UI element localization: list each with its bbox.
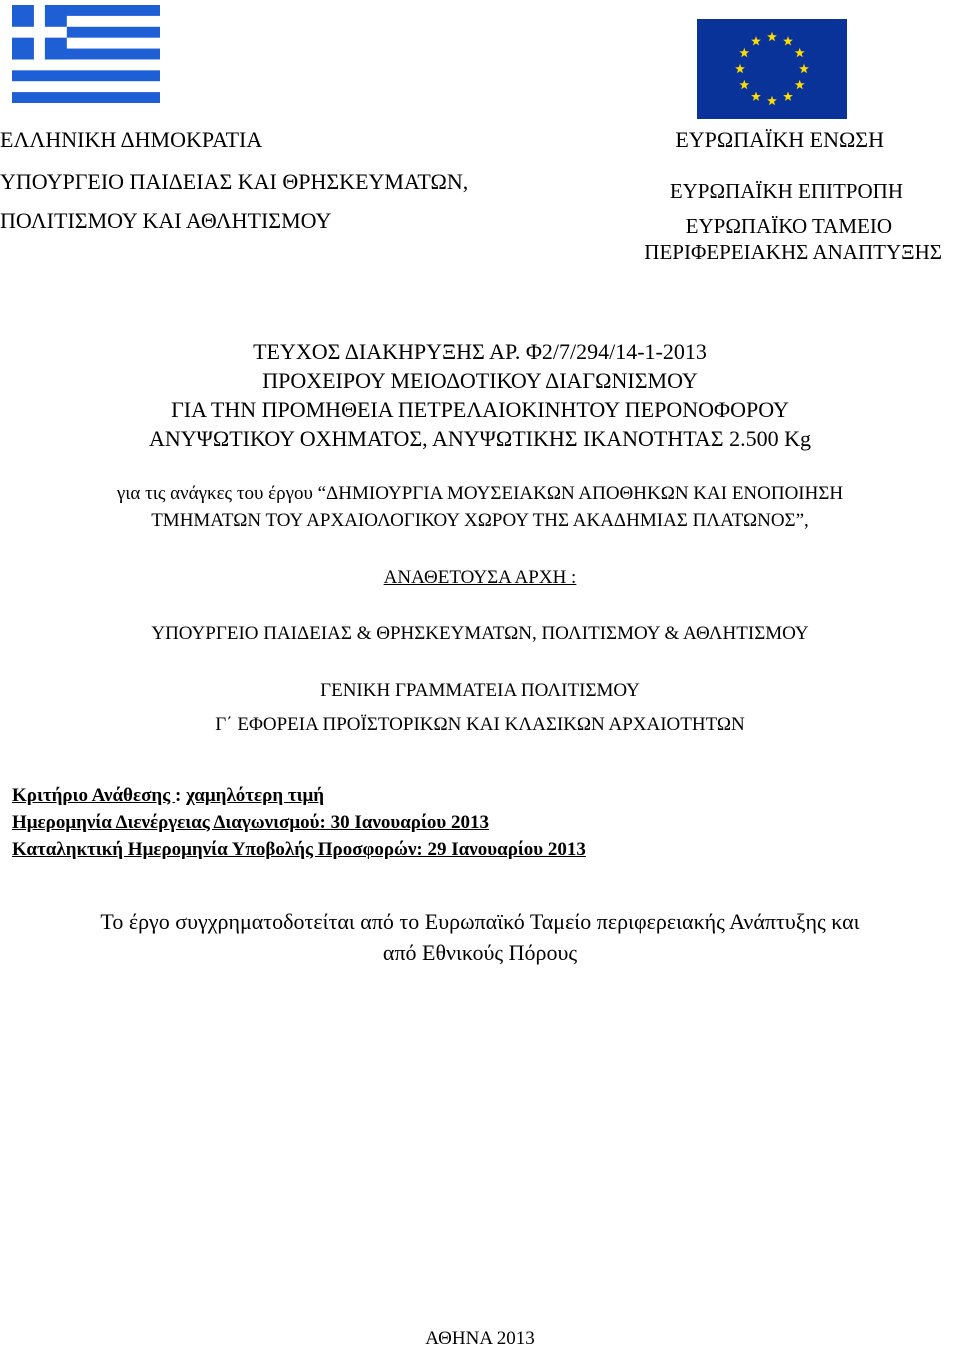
eu-fund-label: ΕΥΡΩΠΑΪΚΟ ΤΑΜΕΙΟ bbox=[685, 214, 892, 238]
tender-date: Ημερομηνία Διενέργειας Διαγωνισμού: 30 Ιανουαρίου 2013 bbox=[12, 812, 489, 833]
place-year: ΑΘΗΝΑ 2013 bbox=[425, 1328, 535, 1349]
project-description-line2: ΤΜΗΜΑΤΩΝ ΤΟΥ ΑΡΧΑΙΟΛΟΓΙΚΟΥ ΧΩΡΟΥ ΤΗΣ ΑΚΑΔΗΜΙΑΣ ΠΛΑΤΩΝΟΣ”, bbox=[151, 510, 809, 531]
cofunding-line2: από Εθνικούς Πόρους bbox=[382, 940, 578, 965]
authority-ministry: ΥΠΟΥΡΓΕΙΟ ΠΑΙΔΕΙΑΣ & ΘΡΗΣΚΕΥΜΑΤΩΝ, ΠΟΛΙΤΙΣΜΟΥ & ΑΘΛΗΤΙΣΜΟΥ bbox=[151, 623, 809, 644]
tender-type-title: ΠΡΟΧΕΙΡΟΥ ΜΕΙΟΔΟΤΙΚΟΥ ΔΙΑΓΩΝΙΣΜΟΥ bbox=[262, 368, 698, 393]
procurement-title: ΓΙΑ ΤΗΝ ΠΡΟΜΗΘΕΙΑ ΠΕΤΡΕΛΑΙΟΚΙΝΗΤΟΥ ΠΕΡΟΝΟΦΟΡΟΥ bbox=[171, 397, 789, 422]
authority-ephorate: Γ΄ ΕΦΟΡΕΙΑ ΠΡΟΪΣΤΟΡΙΚΩΝ ΚΑΙ ΚΛΑΣΙΚΩΝ ΑΡΧΑΙΟΤΗΤΩΝ bbox=[215, 714, 745, 735]
greek-flag bbox=[12, 5, 160, 103]
authority-heading: ΑΝΑΘΕΤΟΥΣΑ ΑΡΧΗ : bbox=[383, 567, 577, 588]
award-criterion-label: Κριτήριο Ανάθεσης bbox=[12, 785, 175, 806]
ministry-label-line1: ΥΠΟΥΡΓΕΙΟ ΠΑΙΔΕΙΑΣ ΚΑΙ ΘΡΗΣΚΕΥΜΑΤΩΝ, bbox=[0, 169, 469, 194]
submission-deadline: Καταληκτική Ημερομηνία Υποβολής Προσφορών: 29 Ιανουαρίου 2013 bbox=[12, 839, 586, 860]
award-criterion-separator: : bbox=[174, 785, 187, 806]
ministry-label-line2: ΠΟΛΙΤΙΣΜΟΥ ΚΑΙ ΑΘΛΗΤΙΣΜΟΥ bbox=[0, 208, 332, 233]
award-criterion bbox=[12, 785, 324, 807]
regional-development-label: ΠΕΡΙΦΕΡΕΙΑΚΗΣ ΑΝΑΠΤΥΞΗΣ bbox=[644, 240, 942, 264]
eu-flag bbox=[697, 19, 847, 119]
cofunding-line1: Το έργο συγχρηματοδοτείται από το Ευρωπαϊκό Ταμείο περιφερειακής Ανάπτυξης και bbox=[100, 909, 860, 934]
tender-number-title: ΤΕΥΧΟΣ ΔΙΑΚΗΡΥΞΗΣ ΑΡ. Φ2/7/294/14-1-2013 bbox=[253, 339, 707, 364]
eu-commission-label: ΕΥΡΩΠΑΪΚΗ ΕΠΙΤΡΟΠΗ bbox=[669, 179, 903, 203]
authority-secretariat: ΓΕΝΙΚΗ ΓΡΑΜΜΑΤΕΙΑ ΠΟΛΙΤΙΣΜΟΥ bbox=[320, 680, 640, 701]
project-description-line1: για τις ανάγκες του έργου “ΔΗΜΙΟΥΡΓΙΑ ΜΟΥΣΕΙΑΚΩΝ ΑΠΟΘΗΚΩΝ ΚΑΙ ΕΝΟΠΟΙΗΣΗ bbox=[116, 483, 844, 504]
award-criterion-value: χαμηλότερη τιμή bbox=[186, 785, 325, 806]
republic-label: ΕΛΛΗΝΙΚΗ ΔΗΜΟΚΡΑΤΙΑ bbox=[0, 127, 263, 152]
eu-union-label: ΕΥΡΩΠΑΪΚΗ ΕΝΩΣΗ bbox=[675, 127, 884, 152]
vehicle-title: ΑΝΥΨΩΤΙΚΟΥ ΟΧΗΜΑΤΟΣ, ΑΝΥΨΩΤΙΚΗΣ ΙΚΑΝΟΤΗΤΑΣ 2.500 Kg bbox=[148, 426, 811, 451]
